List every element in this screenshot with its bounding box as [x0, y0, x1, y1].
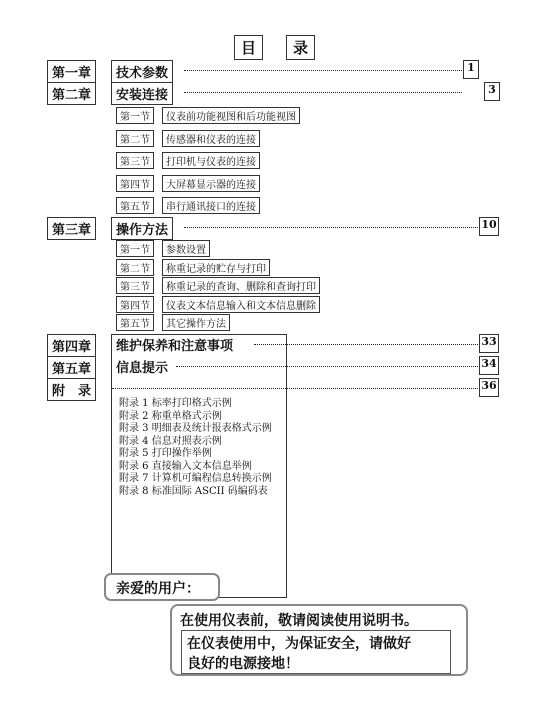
appendix-number: 附 录 — [47, 378, 96, 401]
appendix-item: 附录 3 明细表及统计报表格式示例 — [119, 423, 272, 434]
appendix-item: 附录 1 标率打印格式示例 — [119, 398, 232, 409]
section-title: 大屏幕显示器的连接 — [162, 175, 260, 192]
appendix-item: 附录 5 打印操作举例 — [119, 448, 212, 459]
section-number: 第四节 — [116, 175, 154, 192]
chapter-3-title: 操作方法 — [111, 217, 173, 240]
section-number: 第一节 — [116, 107, 154, 124]
chapter-5-number: 第五章 — [47, 356, 96, 379]
section-title: 参数设置 — [162, 240, 210, 257]
notice-inner-box — [181, 630, 451, 674]
section-number: 第三节 — [116, 152, 154, 169]
chapter-4-leader — [254, 344, 478, 345]
section-number: 第四节 — [116, 296, 154, 313]
appendix-item: 附录 7 计算机可编程信息转换示例 — [119, 473, 272, 484]
appendix-item: 附录 6 直接输入文本信息举例 — [119, 460, 252, 472]
greeting-text: 亲爱的用户： — [116, 581, 200, 597]
greeting-box — [104, 573, 220, 601]
section-title: 传感器和仪表的连接 — [162, 130, 260, 147]
chapter-3-leader — [184, 227, 478, 228]
notice-line-2: 在仪表使用中，为保证安全，请做好 — [187, 636, 411, 652]
section-title: 串行通讯接口的连接 — [162, 197, 260, 214]
notice-line-3: 良好的电源接地！ — [187, 656, 299, 672]
notice-line-1: 在使用仪表前，敬请阅读使用说明书。 — [180, 613, 418, 629]
appendix-list — [119, 398, 272, 498]
chapter-2-title: 安装连接 — [111, 82, 173, 105]
section-title: 称重记录的查询、删除和查询打印 — [162, 277, 320, 294]
chapter-1-page: 1 — [463, 60, 479, 79]
section-number: 第二节 — [116, 130, 154, 147]
chapter-5-page: 34 — [479, 356, 499, 375]
notice-box — [170, 604, 468, 676]
chapter-4-title: 维护保养和注意事项 — [116, 339, 234, 354]
section-number: 第一节 — [116, 240, 154, 257]
section-title: 仪表文本信息输入和文本信息删除 — [162, 296, 320, 313]
section-number: 第五节 — [116, 314, 154, 331]
chapter-2-page: 3 — [484, 82, 500, 101]
appendix-item: 附录 8 标准国际 ASCII 码编码表 — [119, 485, 268, 497]
chapter-4-number: 第四章 — [47, 334, 96, 357]
section-title: 其它操作方法 — [162, 314, 230, 331]
appendix-page: 36 — [479, 378, 499, 397]
appendix-item: 附录 4 信息对照表示例 — [119, 435, 222, 447]
chapter-1-leader — [184, 70, 462, 71]
appendix-item: 附录 2 称重单格式示例 — [119, 410, 222, 422]
section-title: 称重记录的贮存与打印 — [162, 259, 270, 276]
chapter-1-number: 第一章 — [47, 60, 96, 83]
title-left-char: 目 — [234, 35, 263, 60]
chapter-4-page: 33 — [479, 334, 499, 353]
chapter-3-number: 第三章 — [47, 217, 96, 240]
title-right-char: 录 — [286, 35, 315, 60]
section-title: 仪表前功能视图和后功能视图 — [162, 107, 300, 124]
section-number: 第五节 — [116, 197, 154, 214]
chapter-3-page: 10 — [479, 217, 499, 236]
chapter-5-leader — [176, 366, 478, 367]
section-title: 打印机与仪表的连接 — [162, 152, 260, 169]
appendix-leader — [112, 388, 478, 389]
chapter-1-title: 技术参数 — [111, 60, 173, 83]
section-number: 第二节 — [116, 259, 154, 276]
chapter-2-number: 第二章 — [47, 82, 96, 105]
chapter-5-title: 信息提示 — [116, 361, 169, 376]
chapter-2-leader — [184, 92, 462, 93]
section-number: 第三节 — [116, 277, 154, 294]
